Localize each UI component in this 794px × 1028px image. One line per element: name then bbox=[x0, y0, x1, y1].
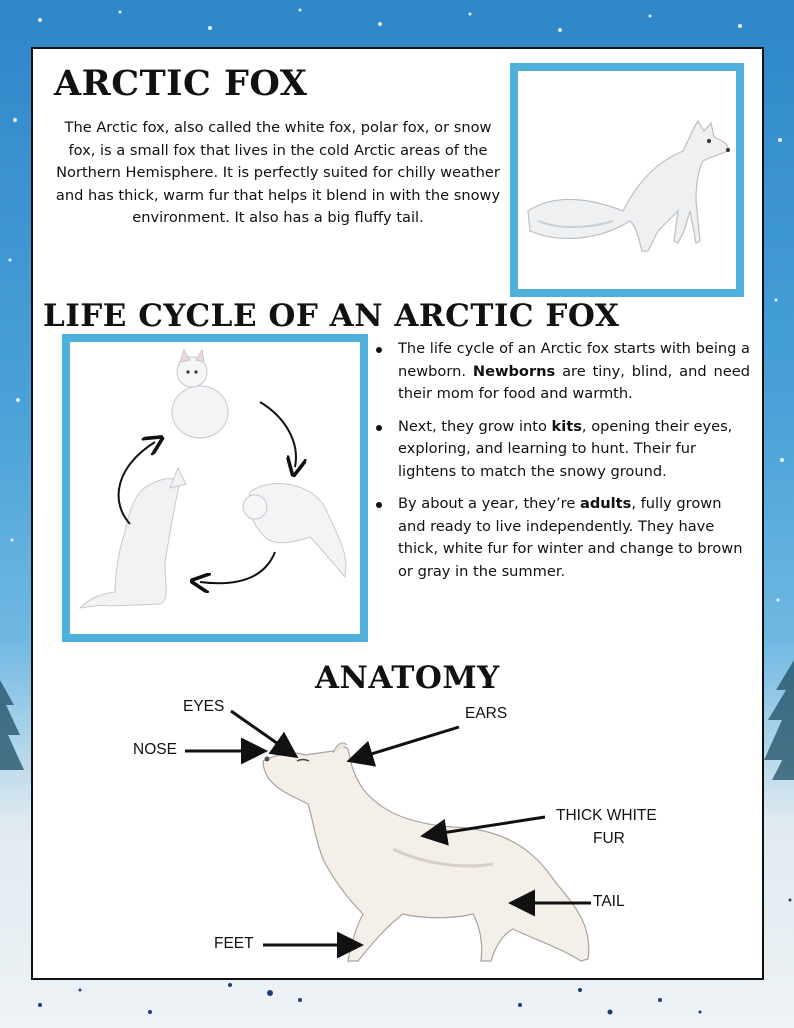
fox-anatomy-illustration bbox=[263, 743, 589, 961]
list-item: By about a year, they’re adults, fully grown and ready to live independently. They have thick, white fur for winter and change to brown or gray in the summer. bbox=[376, 493, 750, 583]
newborn-fox-icon bbox=[172, 350, 228, 438]
life-cycle-list bbox=[376, 338, 750, 593]
list-item: Next, they grow into kits, opening their eyes, exploring, and learning to hunt. Their fur lightens to match the snowy ground. bbox=[376, 416, 750, 484]
page-title: ARCTIC FOX bbox=[54, 63, 308, 104]
fox-illustration-frame bbox=[510, 63, 744, 297]
bullet-dot bbox=[376, 425, 382, 431]
life-cycle-diagram bbox=[70, 342, 360, 634]
life-cycle-diagram-frame bbox=[62, 334, 368, 642]
bullet-dot bbox=[376, 502, 382, 508]
label-fur-line2: FUR bbox=[593, 830, 625, 847]
label-eyes: EYES bbox=[183, 698, 225, 715]
label-ears: EARS bbox=[465, 705, 508, 722]
label-feet: FEET bbox=[214, 935, 254, 952]
label-nose: NOSE bbox=[133, 741, 177, 758]
standing-fox-illustration bbox=[518, 71, 736, 289]
label-tail: TAIL bbox=[593, 893, 625, 910]
bullet-dot bbox=[376, 347, 382, 353]
eyes-arrow bbox=[231, 711, 291, 753]
anatomy-heading: ANATOMY bbox=[315, 660, 500, 696]
anatomy-diagram bbox=[33, 689, 762, 978]
label-fur-line1: THICK WHITE bbox=[556, 807, 657, 824]
life-cycle-heading: LIFE CYCLE OF AN ARCTIC FOX bbox=[43, 298, 620, 334]
ears-arrow bbox=[355, 727, 459, 759]
adult-fox-icon bbox=[80, 468, 186, 608]
content-sheet bbox=[31, 47, 764, 980]
intro-paragraph: The Arctic fox, also called the white fox, polar fox, or snow fox, is a small fox that lives in the cold Arctic areas of the Northern Hemisphere. It is perfectly suited for chilly weather and has thick, warm fur that helps it blend in with the snowy environment. It also has a big fluffy tail. bbox=[55, 119, 501, 226]
kit-fox-icon bbox=[243, 484, 346, 577]
list-item: The life cycle of an Arctic fox starts with being a newborn. Newborns are tiny, blind, and need their mom for food and warmth. bbox=[376, 338, 750, 406]
